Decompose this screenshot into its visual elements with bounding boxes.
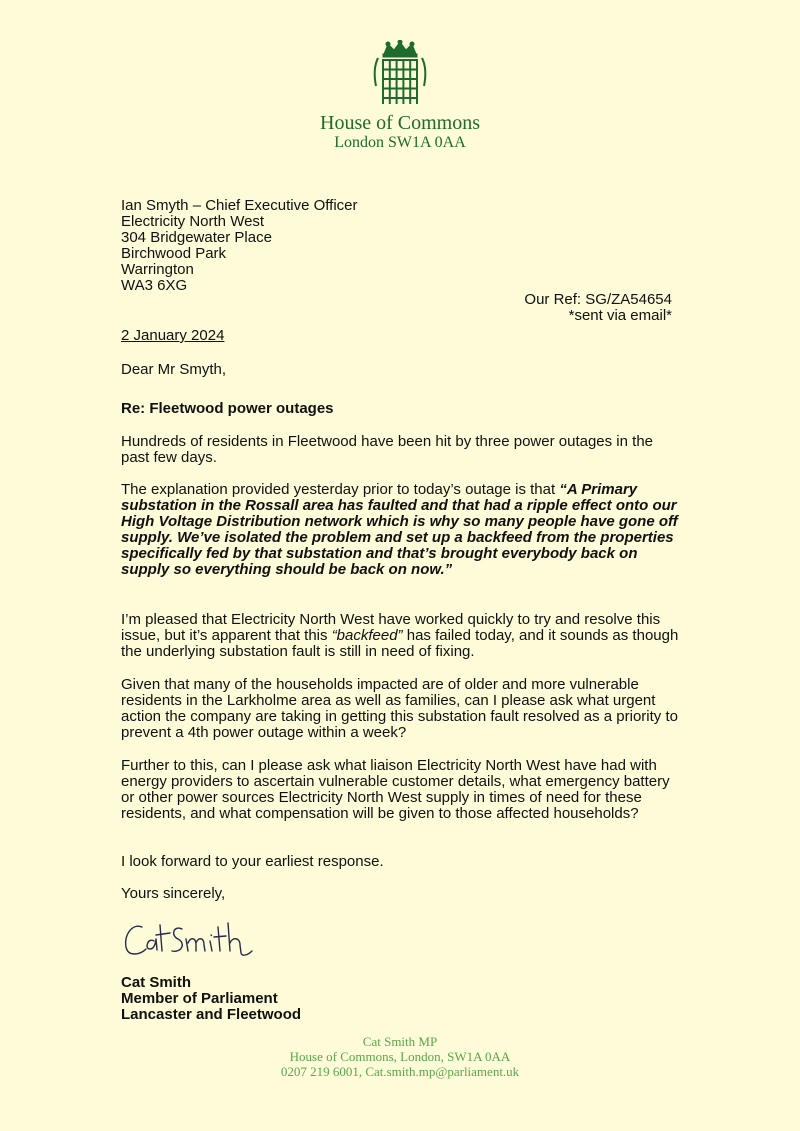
paragraph-2-intro: The explanation provided yesterday prior to today’s outage is that [121,481,560,498]
paragraph-1: Hundreds of residents in Fleetwood have been hit by three power outages in the past few days. [121,433,654,466]
paragraph-5: Further to this, can I please ask what liaison Electricity North West have had with energy providers to ascertain vulnerable customer details, what emergency battery or other power sources Electricity North West supply in times of need for these residents, and what compensation will be given to those affected households? [121,757,670,822]
closing: Yours sincerely, [121,885,226,902]
recipient-line: Electricity North West [121,213,265,230]
salutation: Dear Mr Smyth, [121,361,227,378]
quoted-explanation: “A Primary substation in the Rossall area has faulted and that had a ripple effect onto our High Voltage Distribution network which is why so many people have gone off supply. We’ve isolated the problem and set up a backfeed from the properties specifically fed by that substation and that’s brought everybody back on supply so everything should be back on now.” [121,481,678,578]
signer-name: Cat Smith [121,974,192,991]
footer [0,1034,800,1079]
paragraph-2 [121,482,681,578]
portcullis-crest-icon [370,40,430,112]
footer-line-2: House of Commons, London, SW1A 0AA [289,1049,511,1064]
recipient-line: Warrington [121,261,194,278]
signer-block [121,975,301,1023]
recipient-line: Birchwood Park [121,245,227,262]
paragraph-3-part-b: has failed today, and it sounds as though the underlying substation fault is still in need of fixing. [121,627,679,660]
letter-date: 2 January 2024 [121,327,225,344]
paragraph-4: Given that many of the households impacted are of older and more vulnerable residents in the Larkholme area as well as families, can I please ask what urgent action the company are taking in getting this substation fault resolved as a priority to prevent a 4th power outage within a week? [121,676,678,741]
signer-role: Member of Parliament [121,990,278,1007]
letterhead-address: London SW1A 0AA [334,134,466,151]
reference-block [524,292,672,324]
signer-constituency: Lancaster and Fleetwood [121,1006,302,1023]
handwritten-signature [120,915,260,963]
recipient-address [121,198,358,294]
subject-line: Re: Fleetwood power outages [121,400,334,417]
paragraph-6: I look forward to your earliest response. [121,853,384,870]
recipient-line: 304 Bridgewater Place [121,229,272,246]
paragraph-3 [121,612,681,660]
footer-line-1: Cat Smith MP [362,1034,438,1049]
paragraph-3-part-a: I’m pleased that Electricity North West have worked quickly to try and resolve this issue, but it’s apparent that this [121,611,661,644]
backfeed-emphasis: “backfeed” [331,627,403,644]
footer-line-3: 0207 219 6001, Cat.smith.mp@parliament.uk [280,1064,520,1079]
our-reference: Our Ref: SG/ZA54654 [524,291,672,308]
recipient-line: WA3 6XG [121,277,188,294]
sent-via-note: *sent via email* [568,307,672,324]
letterhead-name: House of Commons [320,112,480,134]
recipient-line: Ian Smyth – Chief Executive Officer [121,197,358,214]
